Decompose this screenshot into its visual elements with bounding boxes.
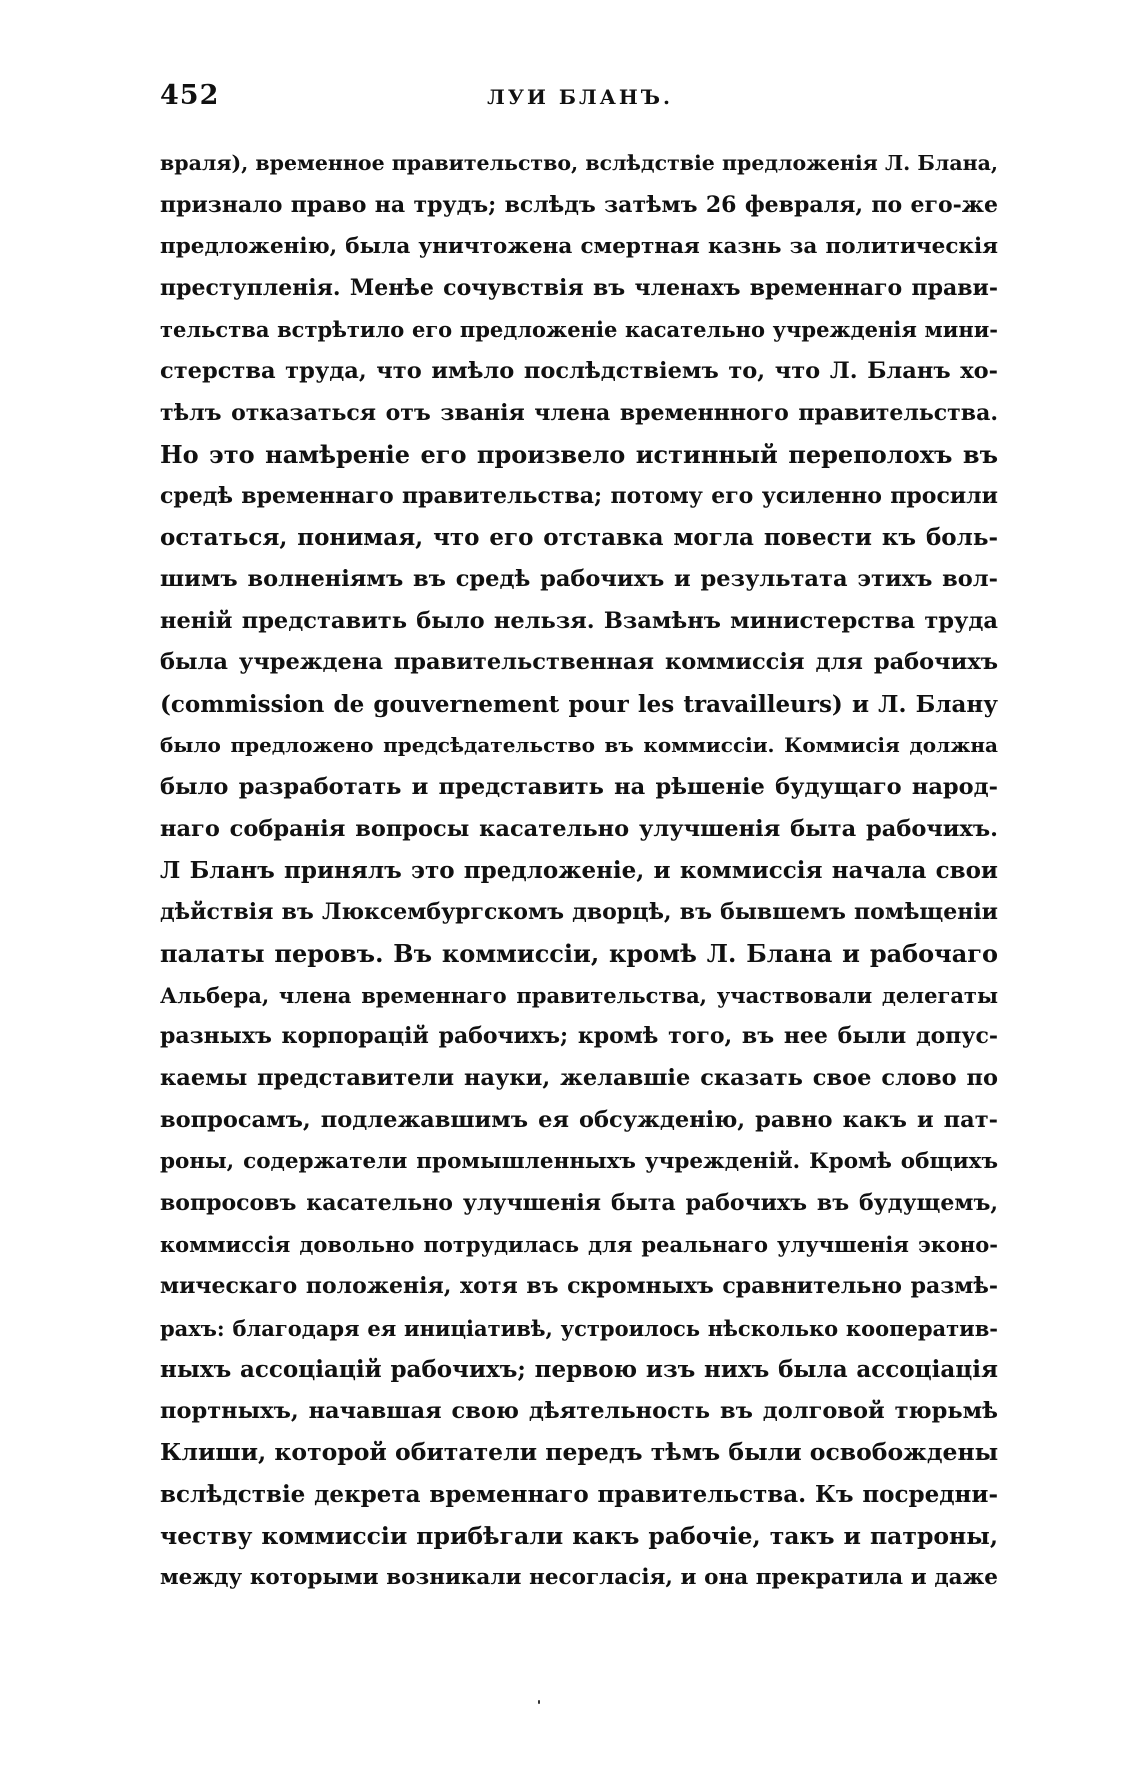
text-line: стерства труда, что имѣло послѣдствіемъ то, что Л. Бланъ хо- xyxy=(160,357,998,384)
text-line: разныхъ корпорацій рабочихъ; кромѣ того, въ нее были допус- xyxy=(160,1023,998,1050)
text-line: вслѣдствіе декрета временнаго правительства. Къ посредни- xyxy=(160,1481,998,1508)
text-line: каемы представители науки, желавшіе сказать свое слово по xyxy=(160,1065,998,1092)
text-line: роны, содержатели промышленныхъ учрежденій. Кромѣ общихъ xyxy=(160,1149,998,1175)
text-line: тельства встрѣтило его предложеніе касательно учрежденія мини- xyxy=(160,317,998,343)
print-speck xyxy=(538,1700,540,1704)
text-line: средѣ временнаго правительства; потому его усиленно просили xyxy=(160,482,998,509)
text-line: было разработать и представить на рѣшеніе будущаго народ- xyxy=(160,773,998,800)
page-number: 452 xyxy=(160,80,220,111)
text-line: коммиссія довольно потрудилась для реальнаго улучшенія эконо- xyxy=(160,1232,998,1258)
text-line: было предложено предсѣдательство въ коммиссіи. Коммисія должна xyxy=(160,733,998,758)
text-line: портныхъ, начавшая свою дѣятельность въ долговой тюрьмѣ xyxy=(160,1397,998,1424)
text-line: честву коммиссіи прибѣгали какъ рабочіе, такъ и патроны, xyxy=(160,1521,998,1550)
text-line: (commission de gouvernement pour les travailleurs) и Л. Блану xyxy=(160,690,998,718)
text-line: Но это намѣреніе его произвело истинный переполохъ въ xyxy=(160,440,998,470)
text-line: ныхъ ассоціацій рабочихъ; первою изъ нихъ была ассоціація xyxy=(160,1356,998,1384)
text-line: рахъ: благодаря ея иниціативѣ, устроилось нѣсколько кооператив- xyxy=(160,1315,998,1341)
text-line: преступленія. Менѣе сочувствія въ членахъ временнаго прави- xyxy=(160,274,998,301)
text-line: вопросамъ, подлежавшимъ ея обсужденію, равно какъ и пат- xyxy=(160,1106,998,1133)
text-line: между которыми возникали несогласія, и она прекратила и даже xyxy=(160,1565,998,1591)
text-line: вопросовъ касательно улучшенія быта рабочихъ въ будущемъ, xyxy=(160,1189,998,1216)
text-line: остаться, понимая, что его отставка могла повести къ боль- xyxy=(160,524,998,552)
text-line: Клиши, которой обитатели передъ тѣмъ были освобождены xyxy=(160,1438,998,1467)
text-line: предложенію, была уничтожена смертная казнь за политическія xyxy=(160,234,998,260)
text-line: враля), временное правительство, вслѣдствіе предложенія Л. Блана, xyxy=(160,151,998,175)
text-line: признало право на трудъ; вслѣдъ затѣмъ 26 февраля, по его-же xyxy=(160,191,998,218)
text-line: Альбера, члена временнаго правительства, участвовали делегаты xyxy=(160,982,998,1008)
running-head: ЛУИ БЛАНЪ. xyxy=(487,85,673,109)
text-line: наго собранія вопросы касательно улучшенія быта рабочихъ. xyxy=(160,815,998,842)
text-line: дѣйствія въ Люксембургскомъ дворцѣ, въ бывшемъ помѣщеніи xyxy=(160,898,998,925)
text-line: палаты перовъ. Въ коммиссіи, кромѣ Л. Блана и рабочаго xyxy=(160,939,998,969)
text-line: шимъ волненіямъ въ средѣ рабочихъ и результата этихъ вол- xyxy=(160,565,998,592)
text-line: была учреждена правительственная коммиссія для рабочихъ xyxy=(160,649,998,676)
text-line: тѣлъ отказаться отъ званія члена временнного правительства. xyxy=(160,399,998,426)
text-line: мическаго положенія, хотя въ скромныхъ сравнительно размѣ- xyxy=(160,1273,998,1300)
text-line: неній представить было нельзя. Взамѣнъ министерства труда xyxy=(160,607,998,634)
text-line: Л Бланъ принялъ это предложеніе, и коммиссія начала свои xyxy=(160,857,998,885)
page-header xyxy=(160,80,1000,120)
body-text xyxy=(160,143,998,1599)
